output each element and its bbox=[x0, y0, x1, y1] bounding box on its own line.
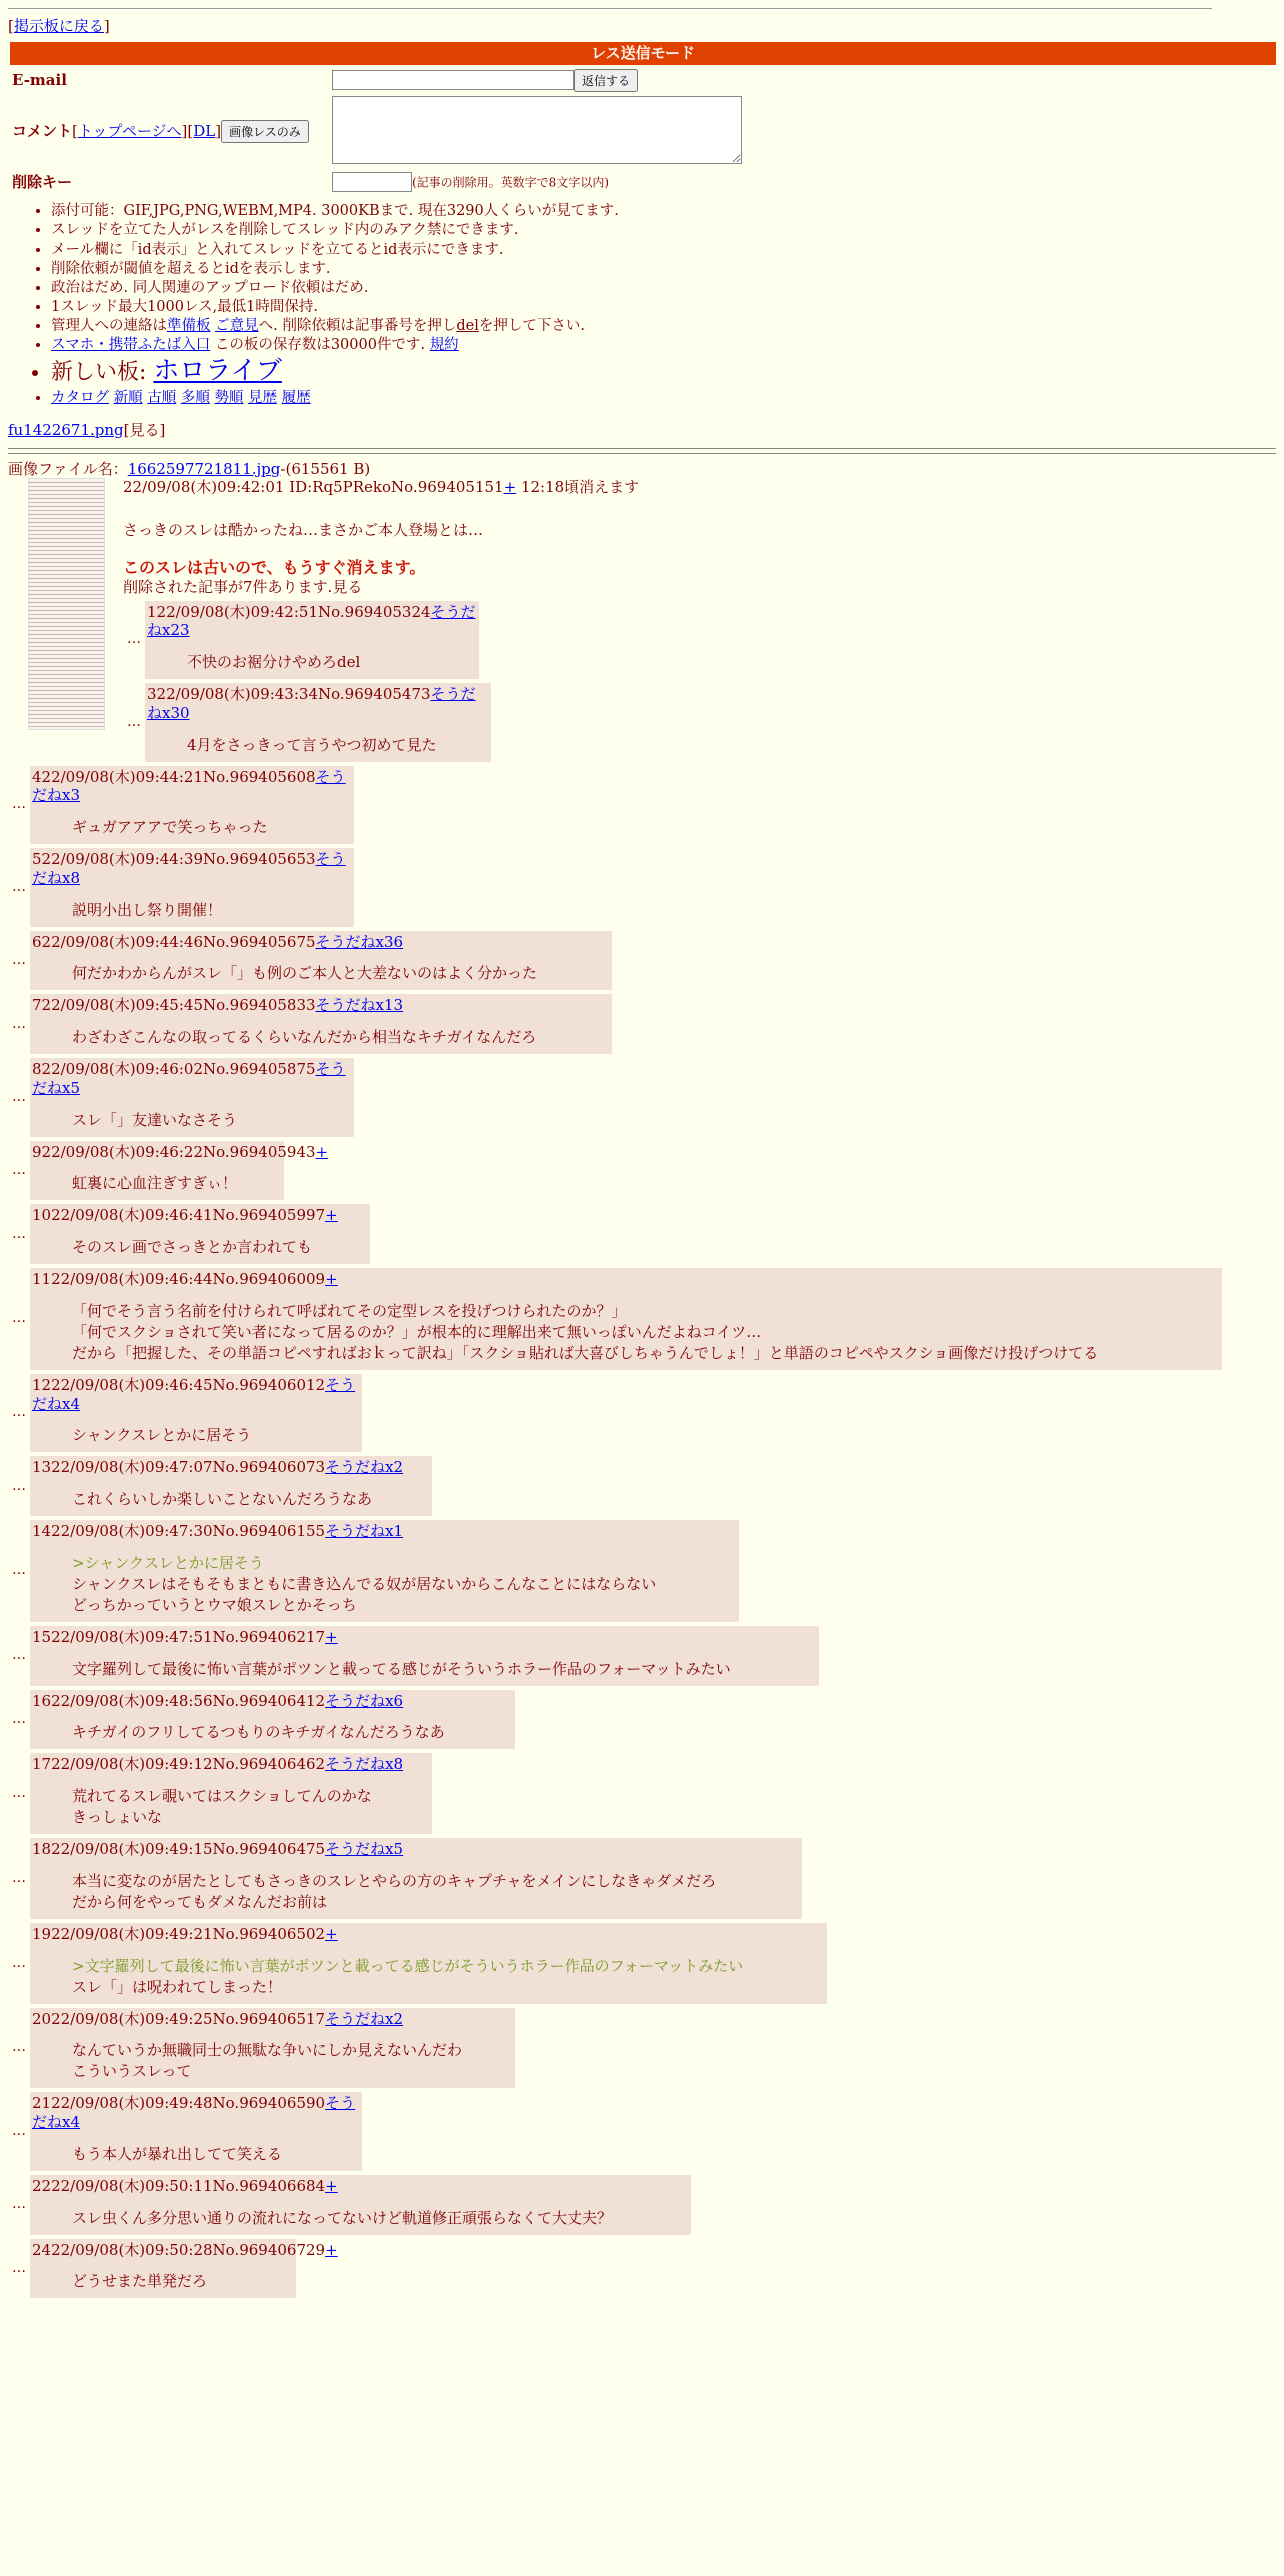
reply-text bbox=[72, 2208, 689, 2229]
sodane-link[interactable]: そうだねx8 bbox=[325, 1755, 404, 1774]
reply-meta: 1022/09/08(木)09:46:41No.969405997 bbox=[32, 1206, 326, 1225]
reply-text bbox=[72, 1110, 352, 1131]
reply-line: そのスレ画でさっきとか言われても bbox=[72, 1238, 313, 1257]
submit-button[interactable]: 返信する bbox=[574, 69, 638, 92]
sodane-link[interactable]: そうだねx4 bbox=[32, 1375, 356, 1413]
reply-header bbox=[32, 850, 352, 888]
reply-header bbox=[32, 996, 610, 1015]
rule-item: • 削除依頼が閾値を超えるとidを表示します. bbox=[51, 260, 1276, 278]
reply-line: だから何をやってもダメなんだお前は bbox=[72, 1892, 328, 1911]
reply-meta: 2222/09/08(木)09:50:11No.969406684 bbox=[32, 2176, 326, 2195]
mobile-entrance-link[interactable]: スマホ・携帯ふたば入口 bbox=[51, 337, 211, 354]
reply-marker: … bbox=[12, 2039, 26, 2056]
sodane-link[interactable]: そうだねx23 bbox=[147, 602, 476, 640]
rules-list bbox=[8, 202, 1276, 407]
reply-line: スレ虫くん多分思い通りの流れになってないけど軌道修正頑張らなくて大丈夫？ bbox=[72, 2208, 613, 2227]
reply-marker: … bbox=[12, 1869, 26, 1886]
reply-row bbox=[8, 1838, 1276, 1919]
reply-text bbox=[72, 2040, 513, 2082]
reply-text bbox=[72, 1027, 610, 1048]
reply-marker: … bbox=[12, 1161, 26, 1178]
reply-meta: 1322/09/08(木)09:47:07No.969406073 bbox=[32, 1458, 326, 1477]
reply-box bbox=[30, 1690, 515, 1750]
reply-text bbox=[187, 735, 489, 756]
sodane-link[interactable]: そうだねx6 bbox=[325, 1691, 404, 1710]
new-board: • 新しい板: ホロライブ bbox=[51, 355, 1276, 388]
image-only-button[interactable]: 画像レスのみ bbox=[221, 120, 309, 143]
reply-box bbox=[145, 601, 479, 680]
op-file-info: 画像ファイル名：1662597721811.jpg-(615561 B) bbox=[8, 459, 371, 478]
reply-text bbox=[72, 1722, 513, 1743]
reply-marker: … bbox=[12, 1225, 26, 1242]
sort-new-link[interactable]: 新順 bbox=[113, 389, 143, 406]
op-body bbox=[123, 478, 1276, 596]
reply-marker: … bbox=[12, 1785, 26, 1801]
view-history-link[interactable]: 見歴 bbox=[248, 389, 278, 406]
reply-row bbox=[8, 1268, 1276, 1370]
reply-box bbox=[30, 931, 612, 991]
comment-label-cell: コメント[トップページへ][DL] 画像レスのみ bbox=[10, 94, 330, 171]
reply-line: シャンクスレはそもそもまともに書き込んでる奴が居ないからこんなことにはならない bbox=[72, 1574, 657, 1593]
top-page-link[interactable]: トップページへ bbox=[77, 122, 182, 141]
reply-header bbox=[32, 1692, 513, 1711]
reply-marker: … bbox=[12, 2122, 26, 2139]
post-form bbox=[10, 67, 744, 195]
uploaded-file-link[interactable]: fu1422671.png bbox=[8, 420, 124, 439]
reply-line: 荒れてるスレ覗いてはスクショしてんのかな bbox=[72, 1787, 372, 1806]
reply-text bbox=[187, 652, 477, 673]
reply-box bbox=[30, 1838, 802, 1919]
reply-meta: 1222/09/08(木)09:46:45No.969406012 bbox=[32, 1375, 326, 1394]
expire-warning: このスレは古いので、もうすぐ消えます。 bbox=[123, 557, 426, 577]
reply-header bbox=[32, 1458, 430, 1477]
sodane-link[interactable]: そうだねx30 bbox=[147, 685, 476, 722]
sodane-link[interactable]: + bbox=[325, 1627, 338, 1646]
sodane-link[interactable]: そうだねx13 bbox=[315, 996, 404, 1015]
reply-box bbox=[30, 848, 354, 927]
reply-meta: 322/09/08(木)09:43:34No.969405473 bbox=[147, 685, 431, 704]
reply-row bbox=[8, 931, 1276, 991]
terms-link[interactable]: 規約 bbox=[429, 337, 459, 354]
delkey-label: 削除キー bbox=[12, 172, 73, 191]
reply-row bbox=[8, 1204, 1276, 1264]
reply-line: 「何でそう言う名前を付けられて呼ばれてその定型レスを投げつけられたのか？」 bbox=[72, 1301, 627, 1320]
reply-meta: 2022/09/08(木)09:49:25No.969406517 bbox=[32, 2009, 326, 2028]
comment-label: コメント bbox=[12, 122, 73, 141]
reply-line: こういうスレって bbox=[72, 2062, 192, 2081]
delkey-note: (記事の削除用。英数字で8文字以内) bbox=[412, 175, 609, 190]
reply-line: 虹裏に心血注ぎすぎぃ！ bbox=[72, 1174, 238, 1193]
reply-meta: 1822/09/08(木)09:49:15No.969406475 bbox=[32, 1840, 326, 1859]
reply-meta: 922/09/08(木)09:46:22No.969405943 bbox=[32, 1142, 316, 1161]
feedback-link[interactable]: ご意見 bbox=[215, 318, 259, 334]
reply-marker: … bbox=[12, 1954, 26, 1971]
reply-box bbox=[30, 1456, 432, 1516]
reply-box bbox=[30, 1058, 354, 1137]
reply-box bbox=[30, 1626, 819, 1686]
quote-line: >文字羅列して最後に怖い言葉がポツンと載ってる感じがそういうホラー作品のフォーマットみたい bbox=[72, 1956, 744, 1975]
reply-text bbox=[72, 963, 610, 984]
email-label: E-mail bbox=[12, 70, 67, 89]
sodane-link[interactable]: そうだねx2 bbox=[325, 1458, 404, 1477]
reply-row bbox=[123, 683, 1276, 762]
reply-meta: 1622/09/08(木)09:48:56No.969406412 bbox=[32, 1691, 326, 1710]
reply-meta: 2422/09/08(木)09:50:28No.969406729 bbox=[32, 2240, 326, 2259]
rule-item: • 添付可能：GIF,JPG,PNG,WEBM,MP4. 3000KBまで. 現在3290人くらいが見てます. bbox=[51, 202, 1276, 220]
reply-box bbox=[30, 1141, 329, 1201]
dl-link[interactable]: DL bbox=[193, 122, 216, 141]
delete-key-field[interactable] bbox=[332, 172, 412, 192]
reply-header bbox=[32, 2177, 689, 2196]
reply-row bbox=[8, 2092, 1276, 2171]
reply-row bbox=[8, 1626, 1276, 1686]
reply-box bbox=[30, 994, 612, 1054]
reply-row bbox=[8, 1456, 1276, 1516]
reply-row bbox=[8, 994, 1276, 1054]
reply-header bbox=[32, 2240, 338, 2260]
reply-row bbox=[8, 2175, 1276, 2235]
back-nav: [掲示板に戻る] bbox=[8, 17, 110, 35]
reply-meta: 622/09/08(木)09:44:46No.969405675 bbox=[32, 932, 316, 951]
sodane-link[interactable]: そうだねx4 bbox=[32, 2094, 356, 2132]
rule-item: • 1スレッド最大1000レス,最低1時間保持. bbox=[51, 298, 1276, 316]
reply-marker: … bbox=[12, 2259, 26, 2276]
reply-row bbox=[8, 1923, 1276, 2004]
reply-row bbox=[8, 1690, 1276, 1750]
reply-box bbox=[30, 1753, 432, 1834]
reply-line: これくらいしか楽しいことないんだろうなあ bbox=[72, 1490, 373, 1509]
reply-header bbox=[32, 2094, 360, 2132]
reply-header bbox=[32, 1925, 825, 1944]
rule-item: • 政治はだめ. 同人関連のアップロード依頼はだめ. bbox=[51, 279, 1276, 297]
reply-line: 4月をさっきって言うやつ初めて見た bbox=[187, 735, 437, 754]
reply-header bbox=[32, 1060, 352, 1098]
reply-header bbox=[32, 1628, 817, 1647]
reply-text bbox=[72, 1489, 430, 1510]
reply-box bbox=[30, 1923, 827, 2004]
top-divider bbox=[8, 8, 1212, 9]
reply-marker: … bbox=[12, 878, 26, 895]
reply-meta: 1122/09/08(木)09:46:44No.969406009 bbox=[32, 1270, 326, 1289]
reply-meta: 1922/09/08(木)09:49:21No.969406502 bbox=[32, 1924, 326, 1943]
reply-marker: … bbox=[12, 1015, 26, 1032]
reply-line: 説明小出し祭り開催！ bbox=[72, 900, 223, 919]
sodane-link[interactable]: + bbox=[325, 1270, 338, 1289]
reply-header bbox=[147, 603, 477, 641]
reply-mode-title: レス送信モード bbox=[10, 42, 1276, 65]
reply-header bbox=[147, 685, 489, 723]
reply-line: ギュガアアアで笑っちゃった bbox=[72, 818, 268, 837]
reply-row bbox=[8, 2239, 1276, 2299]
reply-line: 「何でスクショされて笑い者になって居るのか？」が根本的に理解出来て無いっぽいんだよねコイツ… bbox=[72, 1322, 762, 1341]
reply-box bbox=[30, 1268, 1222, 1370]
sodane-link[interactable]: そうだねx36 bbox=[315, 932, 404, 951]
sort-old-link[interactable]: 古順 bbox=[147, 389, 177, 406]
reply-box bbox=[30, 1520, 739, 1622]
reply-row bbox=[8, 1753, 1276, 1834]
rule-mobile: • スマホ・携帯ふたば入口 この板の保存数は30000件です. 規約 bbox=[51, 336, 1276, 354]
reply-box bbox=[30, 2092, 362, 2171]
reply-row bbox=[8, 1058, 1276, 1137]
reply-text bbox=[72, 1173, 282, 1194]
reply-marker: … bbox=[12, 1647, 26, 1663]
reply-box bbox=[30, 766, 354, 845]
rule-item: • スレッドを立てた人がレスを削除してスレッド内のみアク禁にできます. bbox=[51, 221, 1276, 239]
reply-marker: … bbox=[12, 1404, 26, 1421]
op-sodane-link[interactable]: + bbox=[503, 478, 517, 497]
op-image-link[interactable]: 1662597721811.jpg bbox=[127, 459, 281, 478]
reply-meta: 1522/09/08(木)09:47:51No.969406217 bbox=[32, 1627, 326, 1646]
reply-header bbox=[32, 1270, 1220, 1289]
sodane-link[interactable]: + bbox=[325, 2240, 338, 2259]
reply-header bbox=[32, 933, 610, 952]
reply-line: スレ「」友達いなさそう bbox=[72, 1110, 238, 1129]
catalog-nav bbox=[51, 389, 1276, 407]
page bbox=[0, 8, 1284, 2298]
op-header: 22/09/08(木)09:42:01 ID:Rq5PRekoNo.969405151+ 12:18頃消えます bbox=[123, 478, 640, 497]
reply-marker: … bbox=[12, 2196, 26, 2212]
reply-text bbox=[72, 1956, 825, 1998]
reply-row bbox=[8, 1520, 1276, 1622]
divider bbox=[8, 448, 1276, 449]
sodane-link[interactable]: + bbox=[325, 1206, 338, 1225]
reply-marker: … bbox=[12, 1562, 26, 1579]
reply-meta: 422/09/08(木)09:44:21No.969405608 bbox=[32, 767, 316, 786]
reply-line: 何だかわからんがスレ「」も例のご本人と大差ないのはよく分かった bbox=[72, 964, 538, 983]
reply-box bbox=[30, 1204, 370, 1264]
back-to-board-link[interactable]: 掲示板に戻る bbox=[13, 17, 104, 35]
reply-marker: … bbox=[12, 1477, 26, 1494]
sodane-link[interactable]: + bbox=[325, 1924, 338, 1943]
reply-box bbox=[30, 2239, 338, 2299]
reply-marker: … bbox=[12, 1088, 26, 1105]
quote-line: >シャンクスレとかに居そう bbox=[72, 1553, 264, 1572]
reply-marker: … bbox=[127, 631, 141, 648]
reply-meta: 722/09/08(木)09:45:45No.969405833 bbox=[32, 996, 316, 1015]
reply-line: なんていうか無職同士の無駄な争いにしか見えないんだわ bbox=[72, 2041, 463, 2060]
sodane-link[interactable]: + bbox=[325, 2176, 338, 2195]
reply-text bbox=[72, 1786, 430, 1828]
reply-header bbox=[32, 1522, 737, 1541]
history-link[interactable]: 履歴 bbox=[281, 389, 311, 406]
reply-header bbox=[32, 1206, 368, 1225]
reply-line: どっちかっていうとウマ娘スレとかそっち bbox=[72, 1595, 357, 1614]
reply-row bbox=[8, 1374, 1276, 1453]
reply-text bbox=[72, 1553, 737, 1616]
reply-row bbox=[8, 2008, 1276, 2089]
sodane-link[interactable]: + bbox=[315, 1142, 329, 1161]
prep-board-link[interactable]: 準備板 bbox=[167, 318, 211, 334]
deleted-note: 削除された記事が7件あります.見る bbox=[123, 577, 363, 596]
reply-line: 本当に変なのが居たとしてもさっきのスレとやらの方のキャプチャをメインにしなきゃダメだろ bbox=[72, 1871, 717, 1890]
op-thumbnail[interactable] bbox=[28, 478, 105, 730]
reply-line: 文字羅列して最後に怖い言葉がポツンと載ってる感じがそういうホラー作品のフォーマットみたい bbox=[72, 1659, 731, 1678]
reply-line: だから「把握した、その単語コピペすればおｋって訳ね」「スクショ貼れば大喜びしちゃうんでしょ！」と単語のコピペやスクショ画像だけ投げつけてる bbox=[72, 1343, 1099, 1362]
reply-row bbox=[8, 1141, 1276, 1201]
reply-line: 不快のお裾分けやめろdel bbox=[187, 653, 361, 672]
sodane-link[interactable]: そうだねx1 bbox=[325, 1522, 404, 1541]
rule-item: • メール欄に「id表示」と入れてスレッドを立てるとid表示にできます. bbox=[51, 241, 1276, 259]
comment-textarea[interactable] bbox=[332, 96, 742, 164]
reply-box bbox=[30, 2175, 691, 2235]
sort-many-link[interactable]: 多順 bbox=[180, 389, 210, 406]
divider bbox=[8, 453, 1276, 454]
reply-marker: … bbox=[12, 796, 26, 813]
reply-line: キチガイのフリしてるつもりのキチガイなんだろうなあ bbox=[72, 1723, 445, 1742]
sodane-link[interactable]: そうだねx5 bbox=[325, 1840, 404, 1859]
reply-text bbox=[72, 1659, 817, 1680]
reply-header bbox=[32, 768, 352, 806]
sodane-link[interactable]: そうだねx5 bbox=[32, 1060, 346, 1097]
catalog-link[interactable]: カタログ bbox=[51, 389, 109, 406]
reply-box bbox=[30, 2008, 515, 2089]
reply-header bbox=[32, 1840, 800, 1859]
reply-meta: 122/09/08(木)09:42:51No.969405324 bbox=[147, 602, 431, 621]
reply-meta: 1722/09/08(木)09:49:12No.969406462 bbox=[32, 1755, 326, 1774]
reply-box bbox=[30, 1374, 362, 1453]
reply-line: シャンクスレとかに居そう bbox=[72, 1426, 252, 1445]
sodane-link[interactable]: そうだねx2 bbox=[325, 2009, 404, 2028]
reply-line: もう本人が暴れ出してて笑える bbox=[72, 2144, 283, 2163]
reply-meta: 822/09/08(木)09:46:02No.969405875 bbox=[32, 1060, 316, 1079]
reply-text bbox=[72, 1301, 1220, 1364]
reply-row bbox=[8, 848, 1276, 927]
reply-list bbox=[8, 766, 1276, 2299]
hololive-board-link[interactable]: ホロライブ bbox=[153, 356, 282, 387]
reply-line: きっしょいな bbox=[72, 1808, 163, 1827]
op-replies bbox=[8, 601, 1276, 762]
reply-row bbox=[123, 601, 1276, 680]
thread-op bbox=[8, 460, 1276, 762]
reply-row bbox=[8, 766, 1276, 845]
sodane-link[interactable]: そうだねx8 bbox=[32, 850, 346, 887]
reply-meta: 2122/09/08(木)09:49:48No.969406590 bbox=[32, 2094, 326, 2113]
reply-marker: … bbox=[127, 713, 141, 730]
sodane-link[interactable]: そうだねx3 bbox=[32, 767, 346, 805]
reply-text bbox=[72, 2271, 294, 2292]
reply-text bbox=[72, 1871, 800, 1913]
reply-header bbox=[32, 1376, 360, 1414]
reply-header bbox=[32, 2010, 513, 2029]
reply-box bbox=[145, 683, 491, 762]
reply-marker: … bbox=[12, 1710, 26, 1727]
reply-header bbox=[32, 1142, 329, 1162]
reply-text bbox=[72, 1425, 360, 1446]
sort-momentum-link[interactable]: 勢順 bbox=[214, 389, 244, 406]
op-text: さっきのスレは酷かったね…まさかご本人登場とは… bbox=[123, 521, 484, 540]
reply-line: スレ「」は呪われてしまった！ bbox=[72, 1977, 283, 1996]
rule-contact: • 管理人への連絡は準備板 ご意見へ. 削除依頼は記事番号を押しdelを押して下さい. bbox=[51, 317, 1276, 335]
reply-text bbox=[72, 817, 352, 838]
reply-line: わざわざこんなの取ってるくらいなんだから相当なキチガイなんだろ bbox=[72, 1028, 537, 1047]
reply-text bbox=[72, 2144, 360, 2165]
reply-text bbox=[72, 1237, 368, 1258]
reply-marker: … bbox=[12, 1310, 26, 1327]
uploaded-file: fu1422671.png[見る] bbox=[8, 420, 166, 439]
reply-meta: 1422/09/08(木)09:47:30No.969406155 bbox=[32, 1522, 326, 1541]
reply-meta: 522/09/08(木)09:44:39No.969405653 bbox=[32, 850, 316, 869]
reply-line: どうせまた単発だろ bbox=[72, 2272, 208, 2291]
reply-marker: … bbox=[12, 951, 26, 968]
reply-text bbox=[72, 900, 352, 921]
reply-header bbox=[32, 1755, 430, 1774]
email-field[interactable] bbox=[332, 70, 574, 90]
